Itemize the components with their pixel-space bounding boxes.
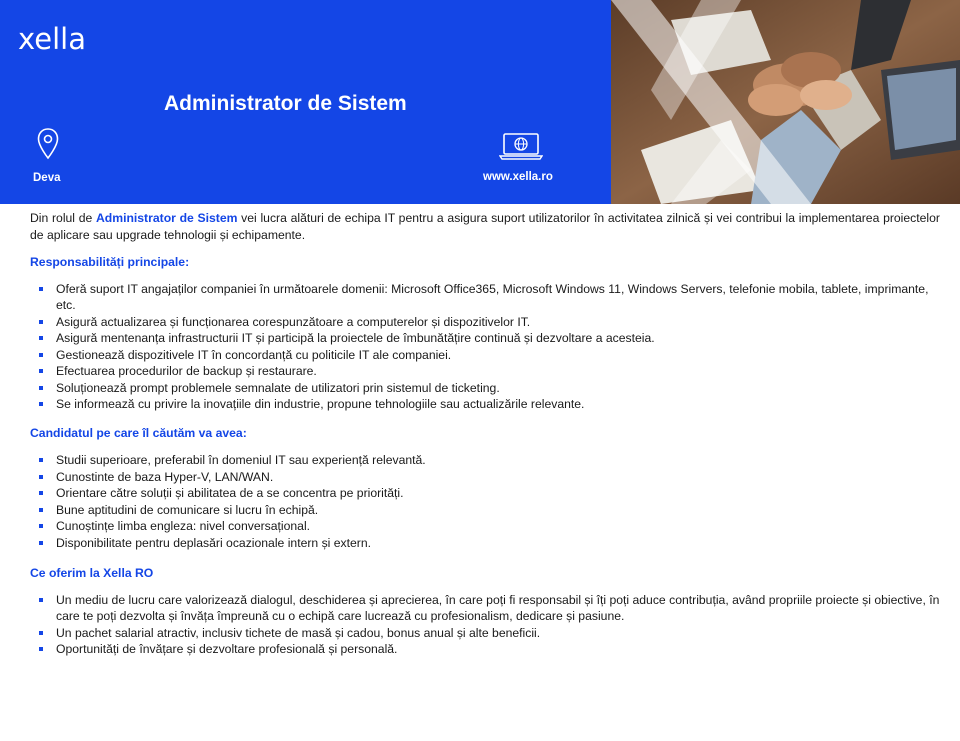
- blue-panel: [0, 0, 611, 204]
- list-item: Bune aptitudini de comunicare si lucru în echipă.: [30, 502, 940, 519]
- job-title: Administrator de Sistem: [164, 92, 407, 115]
- candidate-heading: Candidatul pe care îl căutăm va avea:: [30, 425, 247, 440]
- xella-logo: xella: [18, 22, 86, 56]
- list-item: Un pachet salarial atractiv, inclusiv tichete de masă și cadou, bonus anual și alte beneficii.: [30, 625, 940, 642]
- offer-heading: Ce oferim la Xella RO: [30, 566, 154, 580]
- list-item: Studii superioare, preferabil în domeniul IT sau experiență relevantă.: [30, 452, 940, 469]
- candidate-list: [30, 452, 940, 551]
- intro-paragraph: [30, 210, 940, 243]
- team-hands-photo: [611, 0, 960, 204]
- intro-text-start: Din rolul de: [30, 211, 96, 225]
- website-link[interactable]: www.xella.ro: [483, 171, 553, 183]
- offer-list: [30, 592, 940, 658]
- header-banner: [0, 0, 960, 204]
- location-pin-icon: [37, 128, 59, 165]
- list-item: Orientare către soluții și abilitatea de a se concentra pe priorități.: [30, 485, 940, 502]
- laptop-globe-icon: [499, 132, 543, 165]
- list-item: Asigură mentenanța infrastructurii IT și participă la proiectele de îmbunătățire continuă și dezvoltare a acesteia.: [30, 330, 940, 347]
- location-label: Deva: [33, 172, 61, 184]
- job-description: [30, 210, 940, 658]
- responsibilities-list: [30, 281, 940, 413]
- list-item: Gestionează dispozitivele IT în concordanță cu politicile IT ale companiei.: [30, 347, 940, 364]
- list-item: Disponibilitate pentru deplasări ocazionale intern și extern.: [30, 535, 940, 552]
- list-item: Efectuarea procedurilor de backup și restaurare.: [30, 363, 940, 380]
- list-item: Se informează cu privire la inovațiile din industrie, propune tehnologiile sau actualizările relevante.: [30, 396, 940, 413]
- intro-role-highlight: Administrator de Sistem: [95, 211, 238, 225]
- list-item: Oportunități de învățare și dezvoltare profesională și personală.: [30, 641, 940, 658]
- responsibilities-heading: Responsabilități principale:: [30, 255, 190, 269]
- list-item: Un mediu de lucru care valorizează dialogul, deschiderea și aprecierea, în care poți fi responsabil și îți poți aduce contribuția, având propriile proiecte și obiective, în care te poți dezvolta și învăța împreună cu o echipă care lucrează cu profesionalism, dedicare și pasiune.: [30, 592, 940, 625]
- list-item: Asigură actualizarea și funcționarea corespunzătoare a computerelor și dispozitivelor IT.: [30, 314, 940, 331]
- list-item: Cunoștințe limba engleza: nivel conversațional.: [30, 518, 940, 535]
- list-item: Oferă suport IT angajaților companiei în următoarele domenii: Microsoft Office365, Microsoft Windows 11, Windows Servers, telefonie mobila, tablete, imprimante, etc.: [30, 281, 940, 314]
- list-item: Soluționează prompt problemele semnalate de utilizatori prin sistemul de ticketing.: [30, 380, 940, 397]
- intro-text-end: vei lucra alături de echipa IT pentru a asigura suport utilizatorilor în activitatea zilnică și vei contribui la implementarea proiectelor de aplicare sau upgrade tehnologii și echipamente.: [30, 211, 940, 242]
- list-item: Cunostinte de baza Hyper-V, LAN/WAN.: [30, 469, 940, 486]
